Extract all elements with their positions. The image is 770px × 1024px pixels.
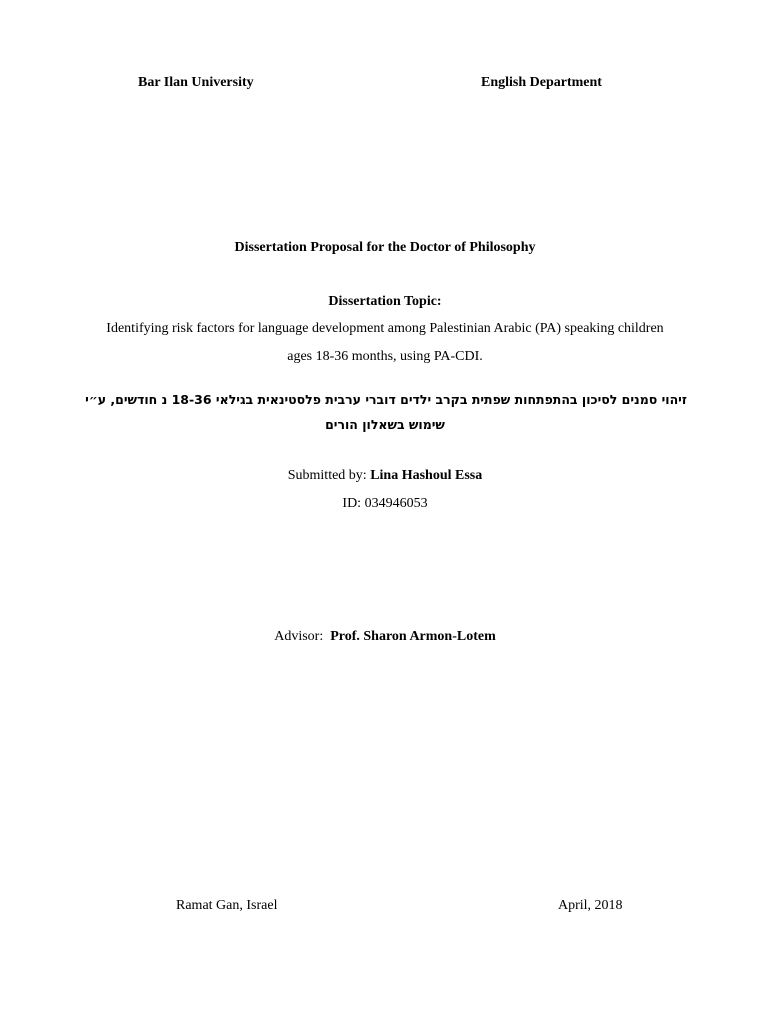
id-value: 034946053 [364, 496, 428, 511]
advisor-line [0, 628, 770, 646]
proposal-title: Dissertation Proposal for the Doctor of Philosophy [234, 240, 536, 255]
id-label: ID: [342, 496, 362, 511]
topic-line-2: ages 18-36 months, using PA-CDI. [287, 349, 483, 364]
date: April, 2018 [558, 898, 623, 913]
submitted-by-line [0, 467, 770, 485]
advisor-name: Prof. Sharon Armon-Lotem [330, 629, 496, 644]
hebrew-title-line-1: זיהוי סמנים לסיכון בהתפתחות שפתית בקרב ילדים דוברי ערבית פלסטינאית בגילאי 18-36 נ חודשים, ע״י [85, 392, 687, 407]
hebrew-title-line-2: שימוש בשאלון הורים [325, 417, 445, 432]
place: Ramat Gan, Israel [176, 898, 278, 913]
submitted-by-label: Submitted by: [287, 468, 367, 483]
advisor-label: Advisor: [274, 629, 324, 644]
department-name: English Department [481, 75, 602, 90]
topic-label: Dissertation Topic: [328, 294, 442, 309]
institution-name: Bar Ilan University [138, 75, 254, 90]
id-line [0, 495, 770, 513]
topic-line-1: Identifying risk factors for language development among Palestinian Arabic (PA) speaking children [106, 321, 664, 336]
author-name: Lina Hashoul Essa [370, 468, 483, 483]
